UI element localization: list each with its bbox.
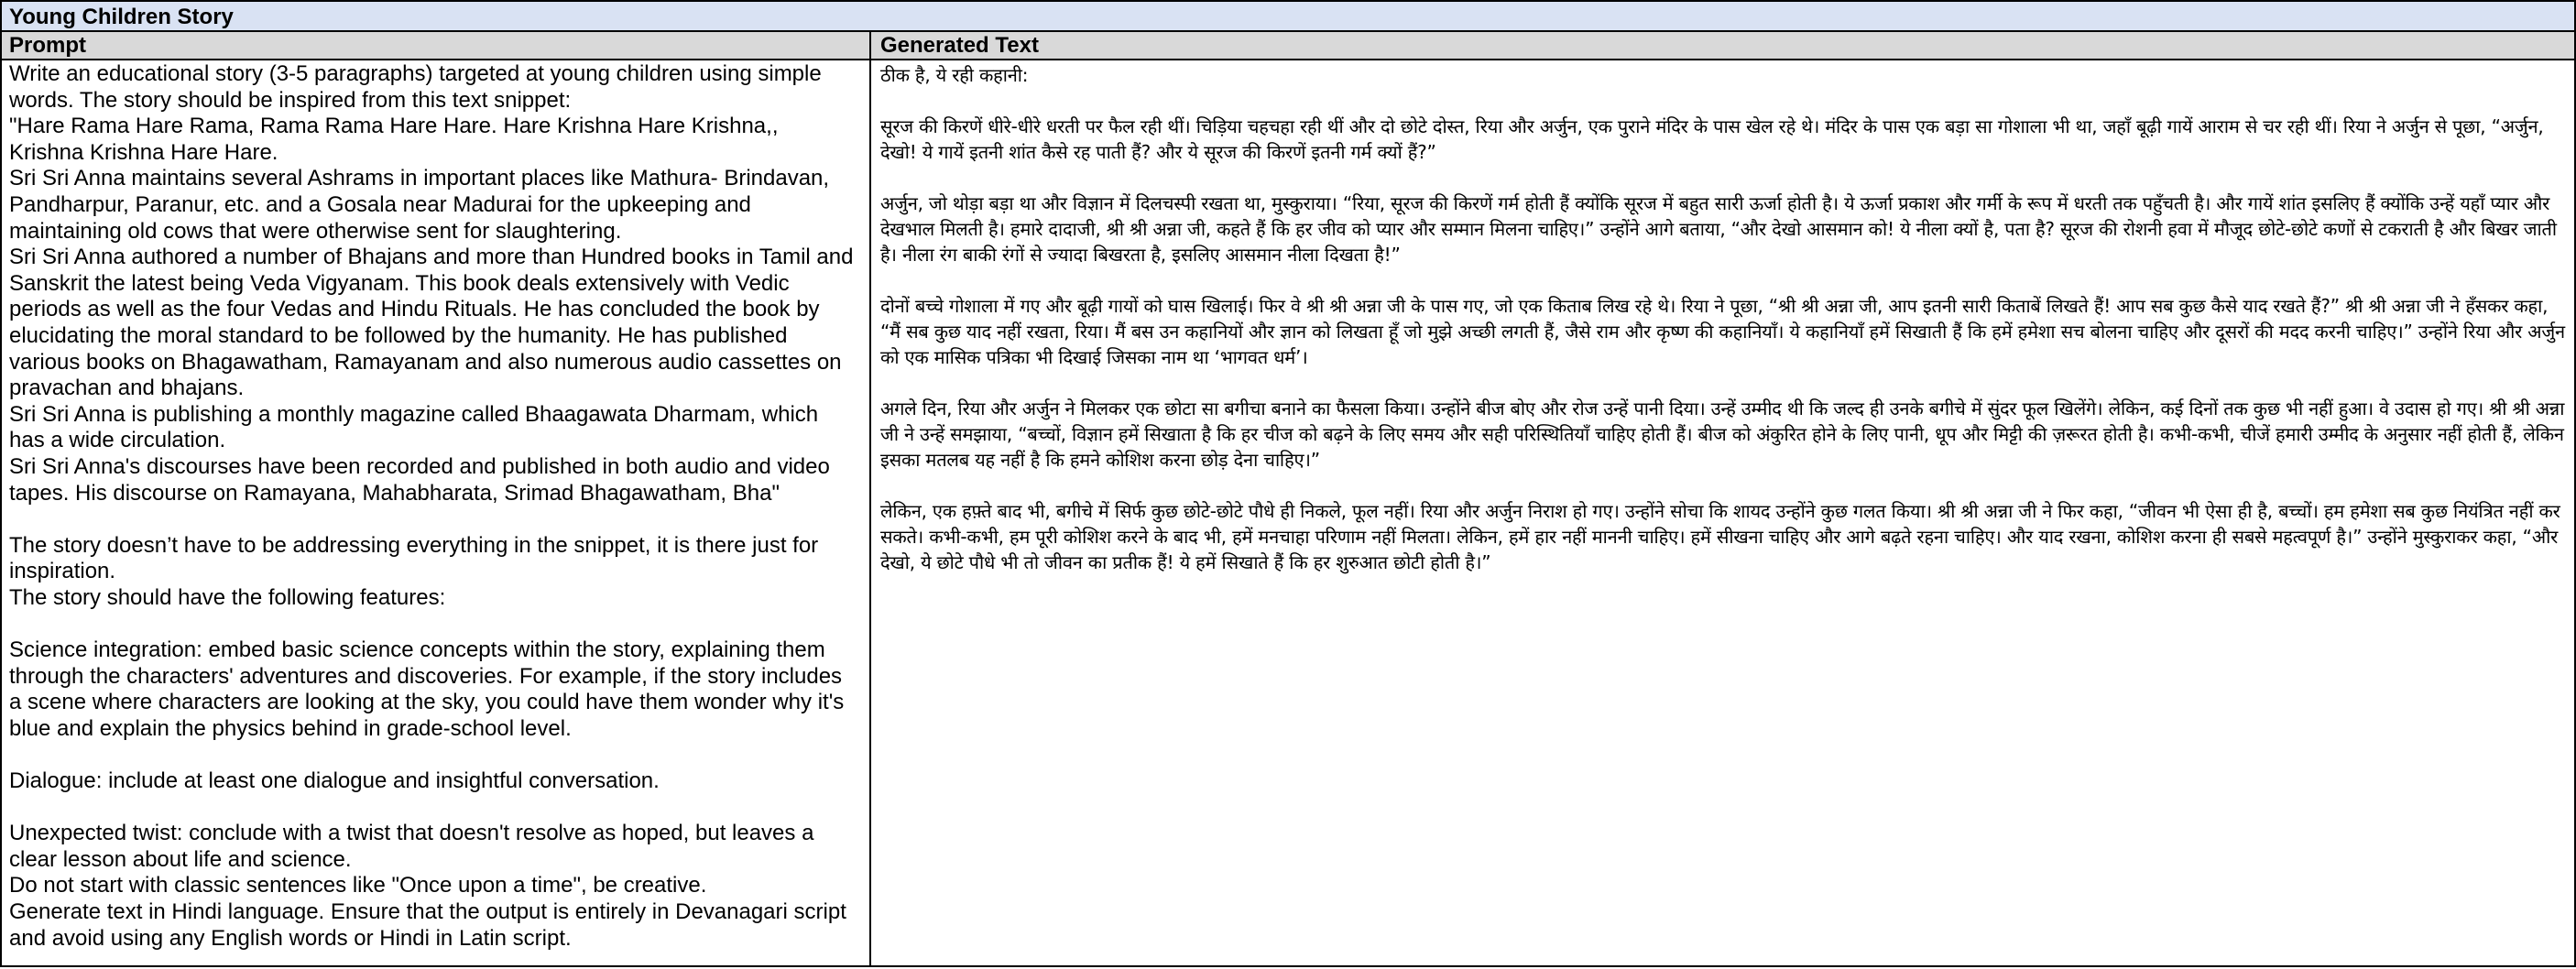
header-row	[2, 32, 2574, 60]
table-row	[2, 60, 2574, 965]
prompt-column-header: Prompt	[2, 32, 871, 59]
generated-column-header: Generated Text	[880, 33, 1039, 58]
table-title: Young Children Story	[2, 2, 2574, 32]
generated-text-cell: ठीक है, ये रही कहानी: सूरज की किरणें धीरे-धीरे धरती पर फैल रही थीं। चिड़िया चहचहा रही थीं और दो छोटे दोस्त, रिया और अर्जुन, एक पुराने मंदिर के पास खेल रहे थे। मंदिर के पास एक बड़ा सा गोशाला भी था, जहाँ बूढ़ी गायें आराम से चर रही थीं। रिया ने अर्जुन से पूछा, “अर्जुन, देखो! ये गायें इतनी शांत कैसे रह पाती हैं? और ये सूरज की किरणें इतनी गर्म क्यों हैं?” अर्जुन, जो थोड़ा बड़ा था और विज्ञान में दिलचस्पी रखता था, मुस्कुराया। “रिया, सूरज की किरणें गर्म होती हैं क्योंकि सूरज में बहुत सारी ऊर्जा होती है। ये ऊर्जा प्रकाश और गर्मी के रूप में धरती तक पहुँचती है। और गायें शांत इसलिए हैं क्योंकि उन्हें यहाँ प्यार और देखभाल मिलती है। हमारे दादाजी, श्री श्री अन्ना जी, कहते हैं कि हर जीव को प्यार और सम्मान मिलना चाहिए।” उन्होंने आगे बताया, “और देखो आसमान को! ये नीला क्यों है, पता है? सूरज की रोशनी हवा में मौजूद छोटे-छोटे कणों से टकराती है और बिखर जाती है। नीला रंग बाकी रंगों से ज्यादा बिखरता है, इसलिए आसमान नीला दिखता है!” दोनों बच्चे गोशाला में गए और बूढ़ी गायों को घास खिलाई। फिर वे श्री श्री अन्ना जी के पास गए, जो एक किताब लिख रहे थे। रिया ने पूछा, “श्री श्री अन्ना जी, आप इतनी सारी किताबें लिखते हैं! आप सब कुछ कैसे याद रखते हैं?” श्री श्री अन्ना जी ने हँसकर कहा, “मैं सब कुछ याद नहीं रखता, रिया। मैं बस उन कहानियों और ज्ञान को लिखता हूँ जो मुझे अच्छी लगती हैं, जैसे राम और कृष्ण की कहानियाँ। ये कहानियाँ हमें सिखाती हैं कि हमें हमेशा सच बोलना चाहिए और दूसरों की मदद करनी चाहिए।” उन्होंने रिया और अर्जुन को एक मासिक पत्रिका भी दिखाई जिसका नाम था ‘भागवत धर्म’। अगले दिन, रिया और अर्जुन ने मिलकर एक छोटा सा बगीचा बनाने का फैसला किया। उन्होंने बीज बोए और रोज उन्हें पानी दिया। उन्हें उम्मीद थी कि जल्द ही उनके बगीचे में सुंदर फूल खिलेंगे। लेकिन, कई दिनों तक कुछ भी नहीं हुआ। वे उदास हो गए। श्री श्री अन्ना जी ने उन्हें समझाया, “बच्चों, विज्ञान हमें सिखाता है कि हर चीज को बढ़ने के लिए समय और सही परिस्थितियाँ चाहिए होती हैं। बीज को अंकुरित होने के लिए पानी, धूप और मिट्टी की ज़रूरत होती है। कभी-कभी, चीजें हमारी उम्मीद के अनुसार नहीं होती हैं, लेकिन इसका मतलब यह नहीं है कि हमने कोशिश करना छोड़ देना चाहिए।” लेकिन, एक हफ़्ते बाद भी, बगीचे में सिर्फ कुछ छोटे-छोटे पौधे ही निकले, फूल नहीं। रिया और अर्जुन निराश हो गए। उन्होंने सोचा कि शायद उन्होंने कुछ गलत किया। श्री श्री अन्ना जी ने फिर कहा, “जीवन भी ऐसा ही है, बच्चों। हम हमेशा सब कुछ नियंत्रित नहीं कर सकते। कभी-कभी, हम पूरी कोशिश करने के बाद भी, हमें मनचाहा परिणाम नहीं मिलता। लेकिन, हमें हार नहीं माननी चाहिए। हमें सीखना चाहिए और आगे बढ़ते रहना चाहिए। और याद रखना, कोशिश करना ही सबसे महत्वपूर्ण है।” उन्होंने मुस्कुराकर कहा, “और देखो, ये छोटे पौधे भी तो जीवन का प्रतीक हैं! ये हमें सिखाते हैं कि हर शुरुआत छोटी होती है।”	[880, 64, 2565, 573]
prompt-cell: Write an educational story (3-5 paragraphs) targeted at young children using simple words. The story should be inspired from this text snippet: "Hare Rama Hare Rama, Rama Rama Hare Hare. Hare Krishna Hare Krishna,, Krishna Krishna Hare Hare. Sri Sri Anna maintains several Ashrams in important places like Mathura- Brindavan, Pandharpur, Paranur, etc. and a Gosala near Madurai for the upkeeping and maintaining old cows that were otherwise sent for slaughtering. Sri Sri Anna authored a number of Bhajans and more than Hundred books in Tamil and Sanskrit the latest being Veda Vigyanam. This book deals extensively with Vedic periods as well as the four Vedas and Hindu Rituals. He has concluded the book by elucidating the moral standard to be followed by the humanity. He has published various books on Bhagawatham, Ramayanam and also numerous audio cassettes on pravachan and bhajans. Sri Sri Anna is publishing a monthly magazine called Bhaagawata Dharmam, which has a wide circulation. Sri Sri Anna's discourses have been recorded and published in both audio and video tapes. His discourse on Ramayana, Mahabharata, Srimad Bhagawatham, Bha" The story doesn’t have to be addressing everything in the snippet, it is there just for inspiration. The story should have the following features: Science integration: embed basic science concepts within the story, explaining them through the characters' adventures and discoveries. For example, if the story includes a scene where characters are looking at the sky, you could have them wonder why it's blue and explain the physics behind in grade-school level. Dialogue: include at least one dialogue and insightful conversation. Unexpected twist: conclude with a twist that doesn't resolve as hoped, but leaves a clear lesson about life and science. Do not start with classic sentences like "Once upon a time", be creative. Generate text in Hindi language. Ensure that the output is entirely in Devanagari script and avoid using any English words or Hindi in Latin script.	[2, 60, 871, 965]
